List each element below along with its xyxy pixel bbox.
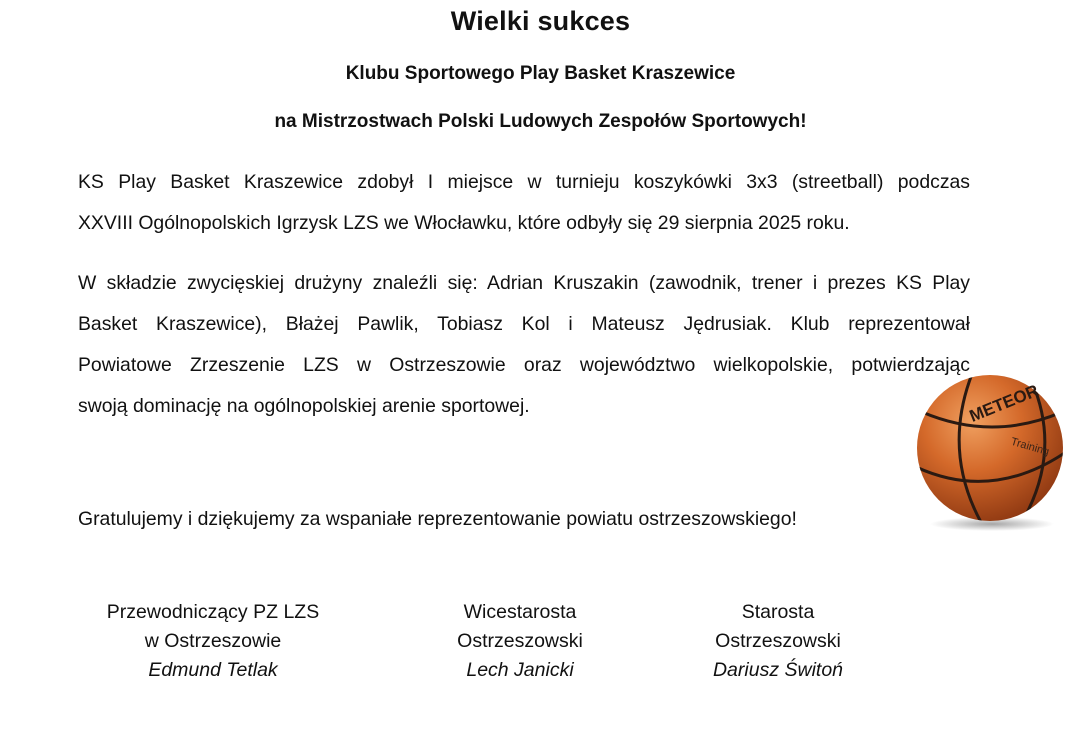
paragraph-line: W składzie zwycięskiej drużyny znaleźli się: Adrian Kruszakin (zawodnik, trener i prezes KS Play xyxy=(78,272,970,294)
signature-role: Wicestarosta xyxy=(463,601,577,623)
signature-role: Starosta xyxy=(741,601,815,623)
signature-name: Lech Janicki xyxy=(466,659,574,681)
paragraph-line: XXVIII Ogólnopolskich Igrzysk LZS we Włocławku, które odbyły się 29 sierpnia 2025 roku. xyxy=(78,212,850,234)
ball-brand-text: METEOR xyxy=(966,380,1042,426)
basketball-image xyxy=(912,372,1067,532)
paragraph-team xyxy=(78,271,970,435)
signature-name: Edmund Tetlak xyxy=(148,659,278,681)
paragraph-congratulations xyxy=(78,507,970,548)
signature-role: Ostrzeszowski xyxy=(457,630,583,652)
signature-vice-starost xyxy=(420,598,620,685)
paragraph-line: swoją dominację na ogólnopolskiej arenie sportowej. xyxy=(78,395,530,417)
signature-role: Ostrzeszowski xyxy=(715,630,841,652)
ball-label-text: Training xyxy=(1009,435,1051,459)
paragraph-line: Gratulujemy i dziękujemy za wspaniałe reprezentowanie powiatu ostrzeszowskiego! xyxy=(78,508,797,530)
document-title: Wielki sukces xyxy=(450,6,631,36)
document-subtitle-event: na Mistrzostwach Polski Ludowych Zespołów Sportowych! xyxy=(274,111,807,132)
signature-role: Przewodniczący PZ LZS xyxy=(106,601,320,623)
paragraph-result xyxy=(78,170,970,252)
signature-name: Dariusz Świtoń xyxy=(712,659,844,681)
signature-role: w Ostrzeszowie xyxy=(144,630,282,652)
signature-chairman xyxy=(92,598,334,685)
paragraph-line: KS Play Basket Kraszewice zdobył I miejsce w turnieju koszykówki 3x3 (streetball) podczas xyxy=(78,171,970,193)
document-subtitle-club: Klubu Sportowego Play Basket Kraszewice xyxy=(345,63,736,84)
paragraph-line: Powiatowe Zrzeszenie LZS w Ostrzeszowie oraz województwo wielkopolskie, potwierdzając xyxy=(78,354,970,376)
signature-starost xyxy=(678,598,878,685)
paragraph-line: Basket Kraszewice), Błażej Pawlik, Tobiasz Kol i Mateusz Jędrusiak. Klub reprezentował xyxy=(78,313,970,335)
